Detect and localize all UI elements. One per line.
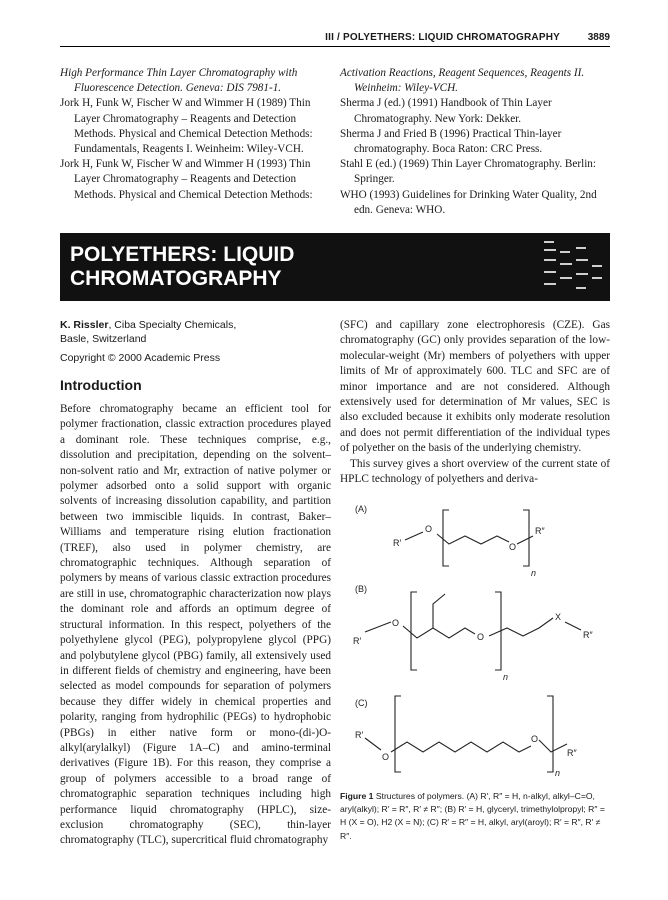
section-heading: Introduction	[60, 377, 142, 393]
atom-label: X	[555, 612, 562, 622]
article-title-banner	[60, 233, 610, 301]
reference-item: Activation Reactions, Reagent Sequences, Reagents II. Weinheim: Wiley-VCH.	[340, 67, 585, 95]
header-rule	[60, 46, 610, 47]
figure-label-c: (C)	[355, 698, 368, 708]
reference-item: Stahl E (ed.) (1969) Thin Layer Chromatography. Berlin: Springer.	[340, 158, 597, 186]
atom-label: R″	[535, 526, 545, 536]
references-right	[340, 66, 612, 218]
reference-item: WHO (1993) Guidelines for Drinking Water Quality, 2nd edn. Geneva: WHO.	[340, 188, 597, 216]
figure-label-a: (A)	[355, 504, 367, 514]
atom-label: n	[503, 672, 509, 682]
figure-label-b: (B)	[355, 584, 367, 594]
intro-text-left: Before chromatography became an efficient tool for polymer fractionation, classic extraction procedures played a dominant role. These techniques comprise, e.g., dissolution and precipitation, depending on the solvent–non-solvent ratio and Mr, extraction of native polymer or polymer adsorbed onto a solid support with organic solvents of increasing dissolution capability, and partition between two immiscible liquids. In contrast, Baker–Williams and temperature rising elution fractionation (TREF), also used in polymer chemistry, are chromatographic techniques. Although separation of polymers by means of various classic extraction procedures are still in use, chromatographic characterization now plays the dominant role and affords an optimum degree of structural information. In this respect, polyethers of the polyethylene glycol (PEG), polypropylene glycol (PPG) and polybutylene glycol (PBG) family, all extensively used in different fields of chemistry and engineering, have been selected as model compounds for separation of polymers because they differ widely in chemical properties and polarity, ranging from hydrophilic (PEGs) to hydrophobic (PBGs) in either native form or mono-(di-)O-alkyl(arylalkyl) (Figure 1A–C) and amino-terminal derivatives (Figure 1B). For this reason, they comprise a group of polymers accessible to a broad range of chromatographic separation techniques including high performance liquid chromatography (HPLC), size-exclusion chromatography (SEC), thin-layer chromatography (TLC), supercritical fluid chromatography	[60, 403, 331, 847]
atom-label: O	[477, 632, 485, 642]
reference-item: Sherma J (ed.) (1991) Handbook of Thin Layer Chromatography. New York: Dekker.	[340, 97, 552, 125]
atom-label: O	[392, 618, 400, 628]
figure-caption-text: Structures of polymers. (A) R′, R″ = H, n-alkyl, alkyl–C=O, aryl(alkyl); R′ = R″, R′ ≠ R″; (B) R′ = H, glyceryl, trimethylolpropyl; R″ = H (X = O), H2 (X = N); (C) R′ = R″ = H, alkyl, aryl(aroyl); R′ = R″, R′ ≠ R″.	[340, 791, 605, 841]
reference-item: Jork H, Funk W, Fischer W and Wimmer H (1989) Thin Layer Chromatography – Reagents and Detection Methods. Physical and Chemical Detection Methods: Fundamentals, Reagents I. Weinheim: Wiley-VCH.	[60, 97, 313, 156]
atom-label: R′	[393, 538, 402, 548]
page-number: 3889	[587, 32, 610, 43]
atom-label: R″	[583, 630, 593, 640]
author-block: K. Rissler, Ciba Specialty Chemicals, Basle, Switzerland	[60, 319, 237, 345]
atom-label: R′	[355, 730, 364, 740]
atom-label: R″	[567, 748, 577, 758]
reference-item: Jork H, Funk W, Fischer W and Wimmer H (1993) Thin Layer Chromatography – Reagents and Detection Methods. Physical and Chemical Detection Methods:	[60, 158, 313, 201]
figure-caption	[340, 790, 610, 843]
atom-label: n	[531, 568, 537, 578]
article-title: POLYETHERS: LIQUID CHROMATOGRAPHY	[70, 243, 295, 290]
atom-label: O	[382, 752, 390, 762]
atom-label: O	[425, 524, 433, 534]
atom-label: O	[531, 734, 539, 744]
author-name: K. Rissler	[60, 319, 109, 331]
header-section: III / POLYETHERS: LIQUID CHROMATOGRAPHY	[325, 32, 560, 43]
intro-text-right: (SFC) and capillary zone electrophoresis (CZE). Gas chromatography (GC) only provides separation of the low-molecular-weight (Mr) members of polyethers with upper limits of Mr of approximately 600. TLC and SFC are of minor importance and are not considered. Although extensively used for determination of Mr values, SEC is also excluded because it exhibits only moderate resolution and does not permit differentiation of the individual types of polyether on the basis of the underlying chemistry. This survey gives a short overview of the current state of HPLC technology of polyethers and deriva-	[340, 319, 610, 486]
reference-item: High Performance Thin Layer Chromatography with Fluorescence Detection. Geneva: DIS 7981-1.	[60, 67, 298, 95]
figure-caption-label: Figure 1	[340, 791, 374, 801]
running-header	[60, 30, 610, 46]
atom-label: R′	[353, 636, 362, 646]
copyright-line: Copyright © 2000 Academic Press	[60, 352, 221, 364]
references-left	[60, 66, 332, 203]
atom-label: n	[555, 768, 561, 778]
atom-label: O	[509, 542, 517, 552]
tlc-plate-logo-icon	[530, 233, 610, 301]
figure-1-structures	[345, 500, 610, 785]
reference-item: Sherma J and Fried B (1996) Practical Thin-layer chromatography. Boca Raton: CRC Press.	[340, 127, 562, 156]
